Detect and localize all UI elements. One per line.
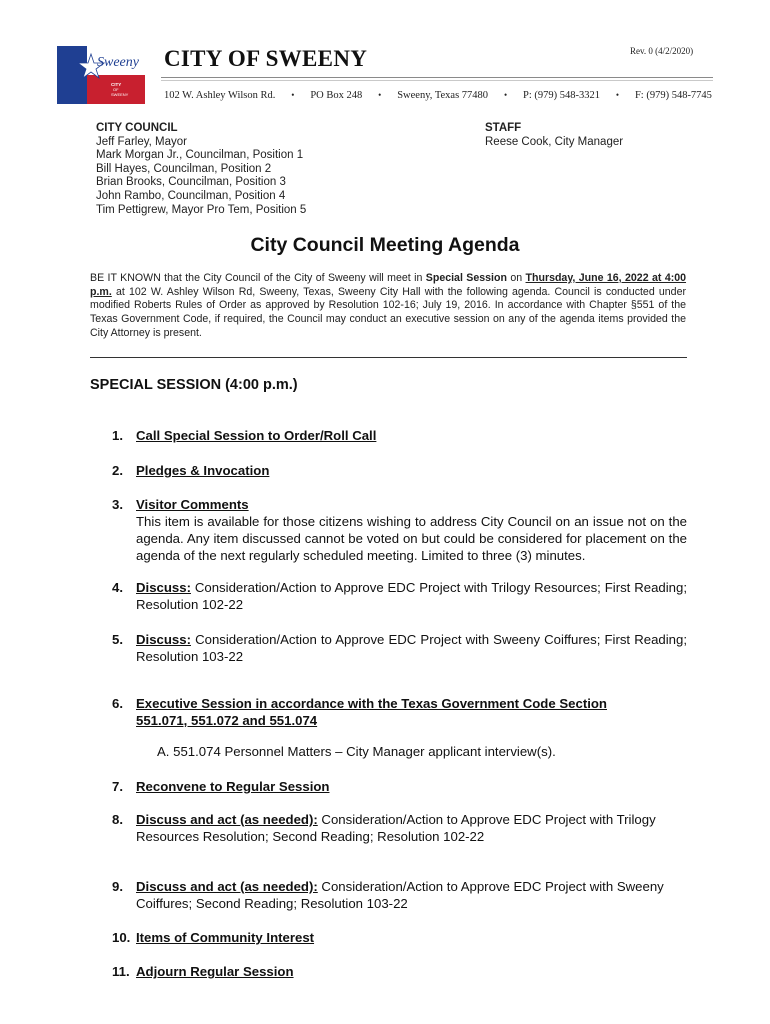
item-title: Adjourn Regular Session bbox=[136, 964, 294, 979]
staff-list bbox=[485, 122, 623, 149]
item-number: 9. bbox=[112, 879, 123, 894]
intro-text: at 102 W. Ashley Wilson Rd, Sweeny, Texas, Sweeny City Hall with the following agenda. Council is conducted under modified Roberts Rules of Order as approved by Resolution 102-16; July 19, 2016. In accordance with Chapter §551 of the Texas Government Code, if required, the Council may conduct an executive session on any of the agenda items provided the City Attorney is present. bbox=[90, 285, 686, 339]
logo-sub-3: SWEENY bbox=[111, 92, 129, 97]
city-logo bbox=[57, 46, 145, 104]
city-title: CITY OF SWEENY bbox=[164, 46, 368, 71]
item-title: Pledges & Invocation bbox=[136, 463, 270, 478]
agenda-item bbox=[112, 579, 687, 613]
separator-bullet: • bbox=[615, 90, 620, 100]
agenda-item bbox=[112, 695, 687, 729]
agenda-intro bbox=[90, 272, 686, 341]
item-title: Executive Session in accordance with the Texas Government Code Section 551.071, 551.072 and 551.074 bbox=[136, 696, 607, 728]
separator-bullet: • bbox=[503, 90, 508, 100]
item-number: 10. bbox=[112, 930, 131, 945]
council-member: Bill Hayes, Councilman, Position 2 bbox=[96, 162, 272, 175]
agenda-item bbox=[112, 963, 687, 980]
item-number: 5. bbox=[112, 632, 123, 647]
agenda-item bbox=[112, 778, 687, 795]
item-number: 2. bbox=[112, 463, 123, 478]
header-divider bbox=[161, 77, 713, 78]
fax-number: F: (979) 548-7745 bbox=[634, 90, 712, 101]
council-member: John Rambo, Councilman, Position 4 bbox=[96, 189, 286, 202]
item-number: 6. bbox=[112, 696, 123, 711]
item-description: This item is available for those citizens wishing to address City Council on an issue not on the agenda. Any item discussed cannot be voted on but could be considered for placement on the agenda of the next regularly scheduled meeting. Limited to three (3) minutes. bbox=[136, 514, 687, 563]
item-title: Discuss and act (as needed): bbox=[136, 879, 318, 894]
agenda-sub-item: A. 551.074 Personnel Matters – City Manager applicant interview(s). bbox=[157, 744, 556, 759]
staff-heading: STAFF bbox=[485, 122, 522, 134]
council-heading: CITY COUNCIL bbox=[96, 122, 178, 134]
council-member: Brian Brooks, Councilman, Position 3 bbox=[96, 176, 286, 189]
intro-text: on bbox=[506, 272, 526, 284]
item-description: Consideration/Action to Approve EDC Project with Sweeny Coiffures; First Reading; Resolution 103-22 bbox=[136, 632, 687, 664]
logo-sub-1: CITY bbox=[111, 82, 122, 87]
item-description: Consideration/Action to Approve EDC Project with Sweeny Coiffures; Second Reading; Resolution 103-22 bbox=[136, 879, 664, 911]
intro-text: BE IT KNOWN that the City Council of the City of Sweeny will meet in bbox=[90, 272, 426, 284]
separator-bullet: • bbox=[291, 90, 295, 100]
city-state-zip: Sweeny, Texas 77480 bbox=[397, 90, 489, 101]
agenda-item bbox=[112, 496, 687, 564]
item-title: Visitor Comments bbox=[136, 497, 249, 512]
logo-wordmark: Sweeny bbox=[97, 55, 139, 70]
item-number: 4. bbox=[112, 580, 123, 595]
item-description: Consideration/Action to Approve EDC Project with Trilogy Resources Resolution; Second Reading; Resolution 102-22 bbox=[136, 812, 656, 844]
item-title: Discuss: bbox=[136, 580, 191, 595]
item-title: Discuss and act (as needed): bbox=[136, 812, 318, 827]
council-member: Mark Morgan Jr., Councilman, Position 1 bbox=[96, 149, 304, 162]
phone-number: P: (979) 548-3321 bbox=[523, 90, 600, 101]
agenda-item bbox=[112, 811, 687, 845]
revision-label: Rev. 0 (4/2/2020) bbox=[630, 46, 694, 56]
item-title: Items of Community Interest bbox=[136, 930, 315, 945]
po-box: PO Box 248 bbox=[310, 90, 363, 101]
section-title: SPECIAL SESSION (4:00 p.m.) bbox=[90, 377, 298, 393]
agenda-item bbox=[112, 631, 687, 665]
item-description: Consideration/Action to Approve EDC Project with Trilogy Resources; First Reading; Resolution 102-22 bbox=[136, 580, 687, 612]
council-member: Tim Pettigrew, Mayor Pro Tem, Position 5 bbox=[96, 203, 307, 216]
item-number: 8. bbox=[112, 812, 123, 827]
agenda-title: City Council Meeting Agenda bbox=[250, 234, 520, 256]
item-number: 3. bbox=[112, 497, 123, 512]
agenda-item bbox=[112, 878, 687, 912]
item-title: Call Special Session to Order/Roll Call bbox=[136, 428, 377, 443]
item-title: Discuss: bbox=[136, 632, 191, 647]
section-divider bbox=[90, 357, 687, 358]
item-number: 7. bbox=[112, 779, 123, 794]
session-type: Special Session bbox=[425, 272, 507, 284]
contact-line bbox=[164, 90, 712, 101]
item-number: 11. bbox=[112, 964, 130, 979]
logo-sub-2: OF bbox=[113, 87, 119, 92]
staff-member: Reese Cook, City Manager bbox=[485, 135, 624, 148]
city-council-list bbox=[96, 122, 306, 217]
header-divider-light bbox=[161, 80, 713, 81]
meeting-date-time: Thursday, June 16, 2022 at 4:00 p.m. bbox=[90, 272, 687, 298]
council-member: Jeff Farley, Mayor bbox=[96, 135, 187, 148]
agenda-item bbox=[112, 427, 687, 444]
address: 102 W. Ashley Wilson Rd. bbox=[164, 90, 276, 101]
agenda-item bbox=[112, 929, 687, 946]
separator-bullet: • bbox=[378, 90, 382, 100]
item-number: 1. bbox=[112, 428, 123, 443]
item-title: Reconvene to Regular Session bbox=[136, 779, 330, 794]
agenda-item bbox=[112, 462, 687, 479]
